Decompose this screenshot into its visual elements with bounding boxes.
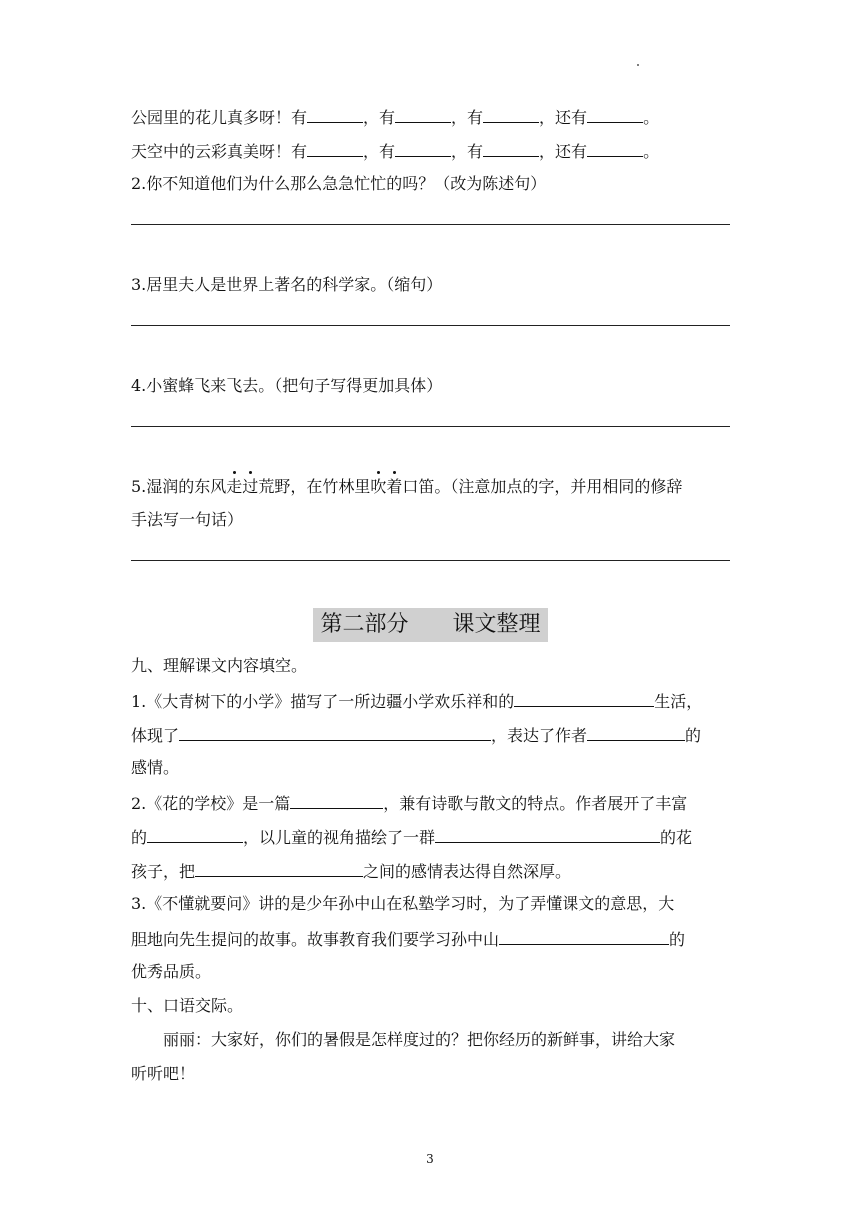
answer-line[interactable]: [131, 560, 730, 561]
blank[interactable]: [483, 105, 539, 123]
text: 2.《花的学校》是一篇: [131, 794, 291, 813]
text: 生活，: [654, 692, 703, 711]
section-nine-heading: 九、理解课文内容填空。: [131, 656, 308, 675]
q1-line-2: [131, 139, 659, 163]
item-1-line-1: [131, 689, 702, 713]
page-number: 3: [426, 1152, 434, 1166]
item-1-line-3: 感情。: [131, 758, 180, 777]
q1-line-1: [131, 105, 659, 129]
text: 的: [685, 726, 702, 745]
section-ten-heading: 十、口语交际。: [131, 996, 244, 1015]
blank[interactable]: [195, 859, 363, 877]
text: ，有: [363, 108, 396, 127]
text: 胆地向先生提问的故事。故事教育我们要学习孙中山: [131, 930, 500, 949]
question-2: 2.你不知道他们为什么那么急急忙忙的吗？（改为陈述句）: [131, 174, 547, 193]
text: ，表达了作者: [491, 726, 588, 745]
text: 的花: [660, 828, 693, 847]
question-3: 3.居里夫人是世界上著名的科学家。（缩句）: [131, 275, 443, 294]
dotted-char: 着: [386, 477, 403, 496]
blank[interactable]: [435, 825, 660, 843]
blank[interactable]: [395, 105, 451, 123]
text: ，有: [451, 108, 484, 127]
text: ，以儿童的视角描绘了一群: [243, 828, 436, 847]
blank[interactable]: [499, 927, 669, 945]
text: 荒野，在竹林里: [258, 477, 371, 496]
section-title: [313, 608, 548, 642]
item-2-line-1: [131, 791, 687, 815]
dialogue-line-2: 听听吧！: [131, 1064, 196, 1083]
text: ，兼有诗歌与散文的特点。作者展开了丰富: [383, 794, 688, 813]
question-5-line-2: 手法写一句话）: [131, 510, 244, 529]
text: 孩子，把: [131, 862, 196, 881]
answer-line[interactable]: [131, 325, 730, 326]
text: ，还有: [539, 142, 588, 161]
text: ，有: [451, 142, 484, 161]
text: ，有: [363, 142, 396, 161]
text: 体现了: [131, 726, 180, 745]
corner-dot: [637, 64, 639, 66]
text: ，还有: [539, 108, 588, 127]
item-2-line-2: [131, 825, 692, 849]
question-5-line-1: [131, 476, 682, 498]
text: 1.《大青树下的小学》描写了一所边疆小学欢乐祥和的: [131, 692, 515, 711]
section-part: 第二部分: [320, 612, 409, 637]
item-3-line-2: [131, 927, 685, 951]
item-1-line-2: [131, 723, 701, 747]
question-4: 4.小蜜蜂飞来飞去。（把句子写得更加具体）: [131, 376, 443, 395]
blank[interactable]: [147, 825, 243, 843]
text: 公园里的花儿真多呀！有: [131, 108, 308, 127]
blank[interactable]: [290, 791, 383, 809]
text: 的: [131, 828, 148, 847]
blank[interactable]: [514, 689, 654, 707]
text: 5.湿润的东风: [131, 477, 227, 496]
blank[interactable]: [587, 105, 643, 123]
dotted-char: 过: [242, 477, 259, 496]
blank[interactable]: [483, 139, 539, 157]
item-3-line-3: 优秀品质。: [131, 962, 212, 981]
blank[interactable]: [307, 139, 363, 157]
text: 。: [643, 108, 660, 127]
text: 天空中的云彩真美呀！有: [131, 142, 308, 161]
text: 。: [643, 142, 660, 161]
blank[interactable]: [307, 105, 363, 123]
text: 口笛。（注意加点的字，并用相同的修辞: [402, 477, 683, 496]
blank[interactable]: [395, 139, 451, 157]
item-2-line-3: [131, 859, 571, 883]
dialogue-line-1: 丽丽：大家好，你们的暑假是怎样度过的？把你经历的新鲜事，讲给大家: [163, 1030, 676, 1049]
section-name: 课文整理: [452, 612, 541, 637]
item-3-line-1: 3.《不懂就要问》讲的是少年孙中山在私塾学习时，为了弄懂课文的意思，大: [131, 894, 675, 913]
dotted-char: 走: [226, 477, 243, 496]
blank[interactable]: [587, 723, 685, 741]
answer-line[interactable]: [131, 426, 730, 427]
text: 的: [669, 930, 686, 949]
text: 之间的感情表达得自然深厚。: [363, 862, 572, 881]
dotted-char: 吹: [370, 477, 387, 496]
blank[interactable]: [179, 723, 491, 741]
blank[interactable]: [587, 139, 643, 157]
answer-line[interactable]: [131, 224, 730, 225]
